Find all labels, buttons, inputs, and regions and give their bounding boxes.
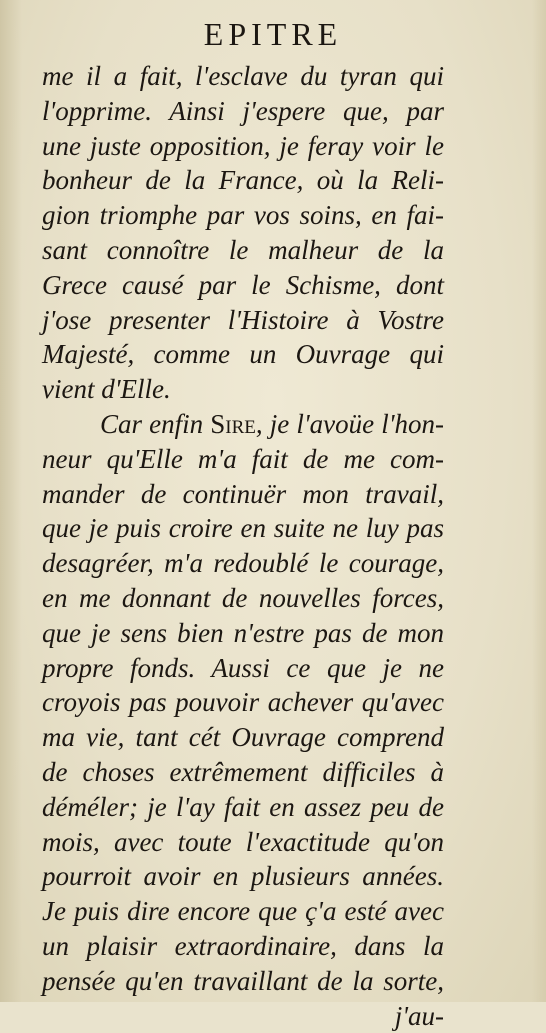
text-line-21: de choses extrêmement difficiles à [42,756,444,787]
text-line-2: l'opprime. Ainsi j'espere que, par [42,95,444,126]
text-line-25: Je puis dire encore que ç'a esté avec [42,896,444,927]
paragraph-two-first-line [42,407,444,442]
text-line-18: propre fonds. Aussi ce que je ne [42,652,444,683]
text-line-13: mander de continuër mon travail, [42,478,444,509]
text-line-5: gion triomphe par vos soins, en fai- [42,200,444,231]
paragraph-two-lead: Car enfin [100,408,211,439]
catchword: j'au- [394,1000,444,1031]
text-line-1: me il a fait, l'esclave du tyran qui [42,61,444,91]
text-line-12: neur qu'Elle m'a fait de me com- [42,443,444,474]
text-line-16: en me donnant de nouvelles forces, [42,582,444,613]
text-line-27: pensée qu'en travaillant de la sorte, [42,965,444,996]
running-title: EPITRE [203,16,343,52]
text-line-3: une juste opposition, je feray voir le [42,130,444,161]
text-line-23: mois, avec toute l'exactitude qu'on [42,826,444,857]
text-line-9: Majesté, comme un Ouvrage qui [42,339,444,370]
text-line-7: Grece causé par le Schisme, dont [42,269,444,300]
text-line-19: croyois pas pouvoir achever qu'avec [42,687,444,718]
text-line-10: vient d'Elle. [42,374,171,405]
page-body-text [42,59,444,1033]
text-line-6: sant connoître le malheur de la [42,234,444,265]
text-line-14: que je puis croire en suite ne luy pas [42,513,444,544]
address-sire: Sire [210,408,256,439]
text-line-4: bonheur de la France, où la Reli- [42,165,444,196]
text-line-15: desagréer, m'a redoublé le courage, [42,548,444,579]
text-line-24: pourroit avoir en plusieurs années. [42,861,444,892]
paragraph-two-rest: , je l'avoüe l'hon- [255,408,444,439]
text-line-17: que je sens bien n'estre pas de mon [42,617,444,648]
text-line-20: ma vie, tant cét Ouvrage comprend [42,722,444,753]
text-line-22: déméler; je l'ay fait en assez peu de [42,791,444,822]
text-line-26: un plaisir extraordinaire, dans la [42,930,444,961]
text-line-8: j'ose presenter l'Histoire à Vostre [42,304,444,335]
